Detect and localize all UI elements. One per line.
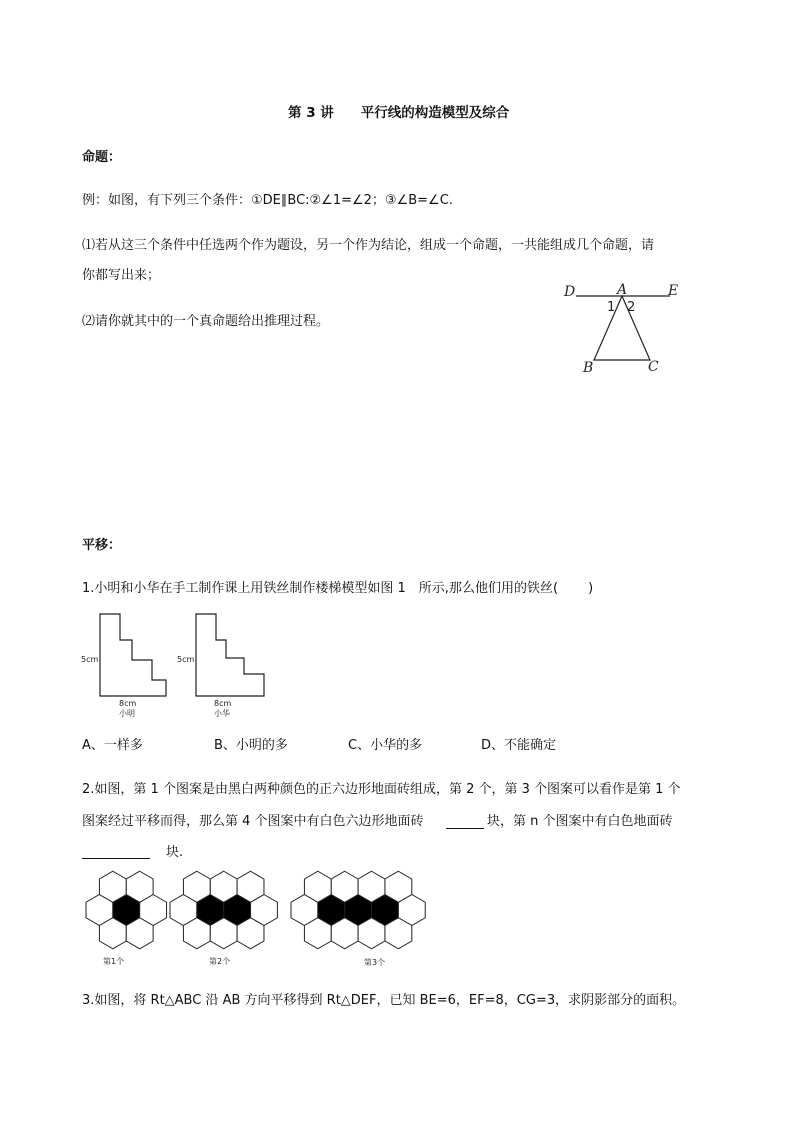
section-heading-translation: 平移：	[82, 538, 122, 553]
label-c: C	[648, 359, 659, 375]
question-1-line-2: 你都写出来；	[82, 268, 161, 283]
figure-name: 小明	[119, 709, 135, 718]
section-heading-proposition: 命题：	[82, 150, 122, 165]
option-b: B、小明的多	[214, 738, 288, 753]
figure-name: 小华	[214, 709, 230, 718]
label-angle-1: 1	[607, 300, 616, 315]
label-b: B	[583, 360, 594, 376]
width-label: 8cm	[119, 699, 137, 708]
label-d: D	[564, 284, 576, 300]
label-e: E	[668, 283, 679, 299]
caption-2: 第2个	[209, 957, 231, 966]
staircase-xiaoming-figure	[78, 610, 178, 722]
staircase-xiaohua-figure	[174, 610, 274, 722]
option-d: D、不能确定	[481, 738, 557, 753]
answer-blank-nth[interactable]	[82, 858, 150, 859]
problem-2-line-3-tail: 块.	[166, 845, 184, 860]
triangle-abc	[594, 296, 650, 360]
height-label: 5cm	[81, 655, 99, 664]
problem-2-line-2a: 图案经过平移而得，那么第 4 个图案中有白色六边形地面砖	[82, 814, 424, 829]
label-a: A	[617, 282, 628, 298]
answer-blank-4th[interactable]	[446, 828, 484, 829]
problem-3-text: 3.如图，将 Rt△ABC 沿 AB 方向平移得到 Rt△DEF，已知 BE=6，EF=8，CG=3，求阴影部分的面积。	[82, 993, 686, 1008]
height-label: 5cm	[177, 655, 195, 664]
label-angle-2: 2	[627, 300, 636, 315]
caption-3: 第3个	[364, 958, 386, 967]
page-title: 第 3 讲 平行线的构造模型及综合	[288, 105, 510, 121]
problem-1-text: 1.小明和小华在手工制作课上用铁丝制作楼梯模型如图 1 所示,那么他们用的铁丝( )	[82, 581, 594, 596]
question-2-text: ⑵请你就其中的一个真命题给出推理过程。	[82, 314, 330, 329]
problem-2-line-2b: 块，第 n 个图案中有白色地面砖	[487, 814, 673, 829]
caption-1: 第1个	[103, 957, 125, 966]
question-1-line-1: ⑴若从这三个条件中任选两个作为题设，另一个作为结论，组成一个命题，一共能组成几个命题，请	[82, 238, 655, 253]
width-label: 8cm	[214, 699, 232, 708]
option-c: C、小华的多	[348, 738, 423, 753]
hexagon-patterns-figure	[78, 868, 468, 973]
example-text: 例：如图，有下列三个条件：①DE∥BC:②∠1=∠2；③∠B=∠C.	[82, 193, 453, 208]
triangle-parallel-figure	[556, 278, 696, 382]
option-a: A、一样多	[82, 738, 143, 753]
problem-2-line-1: 2.如图，第 1 个图案是由黑白两种颜色的正六边形地面砖组成，第 2 个，第 3 个图案可以看作是第 1 个	[82, 782, 681, 797]
